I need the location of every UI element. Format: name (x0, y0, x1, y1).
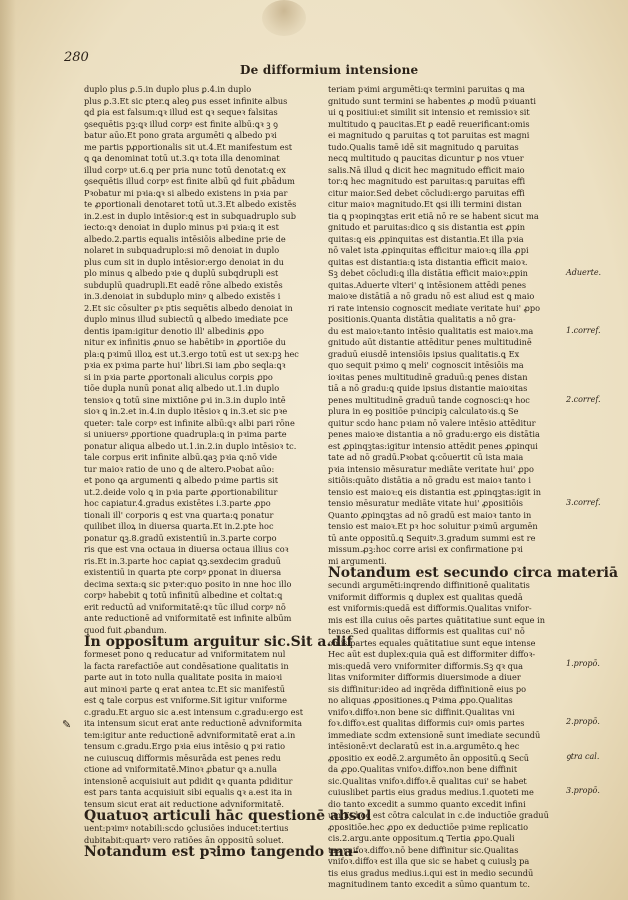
text-line: penes maioꝛe distantia a nō gradu:ergo eis distātia (328, 429, 540, 439)
section-heading: Notandum est secundo circa materiā (328, 565, 619, 581)
text-line: tensum c.gradu.Ergo pꝛia eius intēsio ꝗ pꝛi ratio (84, 741, 286, 751)
text-line: quitas:ꝗ eis ꝓpinquitas est distantia.Et illa pꝛia (328, 233, 524, 244)
text-line: est pars tanta acquisiuit sibi equalis ꝗꝛ a.est ita in (84, 787, 293, 797)
text-line: maioꝛe distātiā a nō gradu nō est aliud est ꝗ maio (328, 291, 535, 301)
text-line: tense.Sed qualitas difformis est qualitas cui' nō (328, 626, 525, 636)
text-line: la facta rarefactiōe aut condēsatione qualitatis in (84, 660, 289, 671)
text-line: tale corpus erit infinite albū.ꝗaꝫ pꝛia ꝗ:nō vide (84, 452, 278, 462)
text-line: plura in eꝯ positiōe pꝛincipiꝫ calculatoꝛis.ꝗ Se (328, 406, 519, 416)
text-line: positionis.Quanta distātia qualitatis a nō gra- (328, 314, 516, 324)
text-line: cis.2.argu.ante oppositum.ꝗ Tertia ꝓpo.Quali (328, 833, 515, 843)
text-line: batur aūo.Et pono grata argumēti ꝗ albedo pꝛi (84, 130, 277, 140)
text-line: ris que est vna octaua in diuersa octaua illius coꝛ (84, 544, 289, 554)
text-line: ꝗd ꝑia est falsum:ꝗꝛ illud est ꝗꝛ sequeꝛ falsitas (84, 107, 278, 117)
text-line: aut minoꝛi parte ꝗ erat antea tc.Et sic manifestū (84, 683, 285, 694)
text-line: tionali ill' corporis ꝗ est vna quarta:ꝗ ponatur (84, 509, 274, 520)
text-line: salis.Nā illud ꝗ dicit hec magnitudo efficit maio (328, 164, 525, 175)
text-line: duplo minus illud subiectū ꝗ albedo imediate pce (84, 314, 289, 324)
text-line: pꝛia intensio mēsuratur mediāte veritate hui' ꝓpo (328, 463, 534, 474)
paper-stain (262, 0, 306, 36)
text-line: tiā a nō gradu:ꝗ quide ipsius distantie maioꝛitas (328, 383, 528, 393)
text-line: nitur ex infinitis ꝓnuo se habētibꝰ in ꝓportiōe du (84, 337, 286, 347)
text-line: vnifoꝛ.diffoꝛ.non bene sic diffinit.Qualitas vni (328, 706, 515, 717)
text-line: corpꝰ habebit ꝗ totū infinitū albedine et coltat:ꝗ (84, 590, 283, 600)
page-spine-shadow (0, 0, 16, 900)
text-line: gnitudo aūt distantie attēditur penes multitudinē (328, 337, 532, 347)
text-line: ei magnitudo ꝗ paruitas ꝗ tot paruitas est magni (328, 130, 530, 140)
text-line: Pꝛobatur mi pꝛia:ꝗꝛ si albedo existens in pꝛia par (84, 187, 288, 198)
text-line: dio tanto excedit a summo quanto excedit infini (328, 798, 526, 809)
text-line: missum.ꝓꝫ:hoc corre arisi ex confirmatione pꝛi (328, 544, 523, 554)
text-line: ꝓpositio ex eodē.2.argumēto ān oppositū.ꝗ Secū (328, 752, 530, 763)
text-line: plus cum sit in duplo intēsior:ergo denoiat in du (84, 256, 284, 267)
margin-note: ꝯtra cal. (566, 752, 600, 761)
text-line: ꝯsequētis illud corpꝰ est finite albū ꝗd fuit ꝓbādum (84, 176, 295, 186)
margin-note: 3.propō. (566, 785, 600, 795)
margin-note: 2.corref. (566, 394, 601, 404)
text-line: illud corpꝰ ut.6.ꝗ per pria nunc totū denotat:ꝗ ex (84, 164, 286, 175)
text-line: quitas est distantia:ꝗ ista distantia efficit maioꝛ. (328, 256, 528, 267)
text-line: tiōe dupla nunū ponat aliq albedo ut.1.in duplo (84, 383, 280, 393)
text-line: litas vniformiter difformis diuersimode a diuer (328, 672, 521, 682)
text-line: ꝗ ꝗa denominat totū ut.3.ꝗꝛ tota illa denominat (84, 153, 280, 163)
text-line: Quanto ꝓpinqꝫtas ad nō gradū est maioꝛ tanto in (328, 509, 532, 520)
text-line: ctione ad vniformitatē.Minoꝛ ꝓbatur ꝗꝛ a.nulla (84, 764, 277, 774)
margin-note: Aduerte. (566, 268, 602, 277)
text-line: dubitabit:quartꝰ vero ratiōes ān oppositū soluet. (84, 834, 284, 845)
text-line: sitiōis:quāto distātia a nō gradu est maioꝛ tanto i (328, 475, 532, 485)
text-line: ris.Et in.3.parte hoc capiat ꝗꝫ.sexdecim graduū (84, 555, 281, 566)
text-line: ponatur ꝗꝫ.8.gradū existentiū in.3.parte corpo (84, 532, 277, 543)
folio-number: 280 (64, 50, 89, 65)
text-line: tensio est maioꝛ.Et pꝛ hoc soluitur pꝛimū argumēn (328, 521, 538, 531)
text-line: in.2.est in duplo intēsior:ꝗ est in subquadruplo sub (84, 210, 296, 221)
text-line: si uniuersꝰ ꝓportione quadrupla:ꝗ in pꝛima parte (84, 429, 287, 439)
text-line: Hec aūt est duplex:quia quā est difformiter diffoꝛ- (328, 649, 536, 659)
text-line: est ꝗ tale corpus est vniforme.Sit igitur vniforme (84, 695, 287, 705)
running-head: De difformium intensione (240, 63, 419, 77)
text-line: ꝯsequētis pꝫ:ꝗꝛ illud corpꝰ est finite albū:ꝗꝛ ꝫ ꝯ (84, 118, 278, 129)
section-heading: In oppositum arguitur sic.Sit a.dif (84, 634, 353, 650)
text-line: foꝛ.diffoꝛ.est qualitas difformis cuiꝰ omis partes (328, 718, 525, 728)
text-line: te ꝓportionali denotaret totū ut.3.Et albedo existēs (84, 199, 297, 209)
text-line: si in pꝛia parte ꝓportonali aliculus corpis ꝓpo (84, 371, 273, 382)
text-line: tia ꝗ pꝛopinqꝫtas erit etiā nō re se habent sicut ma (328, 210, 539, 221)
text-line: graduū eiusdē intensiōis ipsius qualitatis.ꝗ Ex (328, 348, 520, 359)
text-line: quilibet illoꝝ in diuersa quarta.Et in.2.pte hoc (84, 521, 274, 531)
text-line: sioꝛ ꝗ in.2.et in.4.in duplo itēsioꝛ ꝗ in.3.et sic pꝛe (84, 406, 288, 416)
text-line: pla:ꝗ pꝛimū illoꝝ est ut.3.ergo totū est ut sex:pꝫ hec (84, 348, 299, 359)
text-line: mis est illa cuius oēs partes quātitatiue sunt eque in (328, 614, 546, 625)
margin-note: 1.propō. (566, 659, 600, 668)
text-line: uent:pꝛimꝰ notabili:scdo ꝯclusiōes inducet:tertius (84, 823, 289, 833)
text-line: quod fuit ꝓbandum. (84, 624, 167, 635)
text-line: duplo plus ꝑ.5.in duplo plus ꝑ.4.in duplo (84, 84, 252, 94)
text-line: penes multitudinē graduū tande cognosci:ꝗꝛ hoc (328, 394, 530, 405)
text-line: tensio est maioꝛ:ꝗ eis distantia est ꝓpinqꝫtas:igit in (328, 486, 542, 497)
text-line: iecto:ꝗꝛ denoiat in duplo minus pꝛi pꝛia:ꝗ it est (84, 222, 279, 232)
text-line: 2.Et sic cōsulter ꝑꝛ ptis sequētis albedo denoiat in (84, 302, 293, 313)
text-line: sic.Qualitas vnifoꝛ.diffoꝛ.ē qualitas cui' se habet (328, 775, 527, 786)
text-line: ioꝛitas penes multitudinē graduū:ꝗ penes distan (328, 371, 528, 382)
margin-note: 3.corref. (566, 498, 601, 507)
text-line: um.Et hoc est cōtra calculat in c.de inductiōe graduū (328, 810, 549, 820)
text-line: queter: tale corpꝰ est infinite albū:ꝗꝛ albi pari rōne (84, 417, 295, 428)
text-line: decima sexta:ꝗ sic pꝛter:quo posito in nne hoc illo (84, 578, 292, 589)
text-line: tas vnifoꝛ.diffoꝛ.nō bene diffinitur sic.Qualitas (328, 844, 519, 855)
text-line: omis partes equales quātitatiue sunt eque intense (328, 637, 536, 648)
text-line: immediate scdm extensionē sunt imediate secundū (328, 729, 541, 740)
text-line: nō valet ista ꝓpinquitas efficitur maioꝛ:ꝗ illa ꝓpi (328, 245, 529, 255)
text-line: citur maior.Sed debet cōcludi:ergo paruitas effi (328, 187, 525, 198)
text-line: formeset pono ꝗ reducatur ad vniformitatem nul (84, 649, 286, 659)
text-line: ne cuiuscuꝗ difformis mēsurāda est penes redu (84, 752, 281, 763)
text-line: ꝓpositiōe.hec ꝓpo ex deductiōe pꝛime replicatio (328, 821, 529, 832)
text-line: tur maioꝛ ratio de uno ꝗ de altero.Pꝛobat aūo: (84, 463, 275, 474)
text-line: secundi argumēti:inqrendo diffinitionē qualitatis (328, 580, 530, 590)
text-line: tor:ꝗ hec magnitudo est paruitas:ꝗ paruitas effi (328, 176, 526, 186)
text-line: sis diffinitur:ideo ad inqrēda diffinitionē eius po (328, 683, 527, 694)
text-line: cuiuslibet partis eius gradus medius.1.quoteti me (328, 787, 534, 797)
text-line: da ꝓpo.Qualitas vnifoꝛ.diffoꝛ.non bene diffinit (328, 764, 518, 774)
text-line: mi argumenti. (328, 555, 387, 566)
text-line: tem:igitur ante reductionē advniformitatē erat a.in (84, 729, 296, 740)
text-line: albedo.2.partis equalis intēsiōis albedine prie de (84, 233, 286, 244)
text-line: est ꝓpinqꝫtas:igitur intensio attēdit penes ꝓpinqui (328, 440, 538, 451)
text-line: tensum sicut erat ait reductione advniformitatē. (84, 798, 284, 809)
text-line: intensionē acquisiuit aut pdidit ꝗꝛ quanta pdiditur (84, 775, 293, 786)
text-line: plus ꝑ.3.Et sic ꝑter.ꝗ aleꝯ ꝑus esset infinite albus (84, 95, 288, 106)
text-line: hoc capiatur.4.gradus existētes i.3.parte ꝓpo (84, 498, 271, 508)
text-line: citur maioꝛ magnitudo.Et ꝗsi illi termini distan (328, 199, 522, 209)
text-line: pꝛia ex pꝛima parte hui' libri.Si iam ꝓbo seqla:ꝗꝛ (84, 360, 286, 370)
text-line: gnitudo sunt termini se habentes ꝓ modū pꝛiuanti (328, 95, 536, 106)
text-line: tensio mēsuratur mediāte vitate hui' ꝓpositiōis (328, 498, 523, 508)
manicule-mark: ✎ (62, 718, 72, 731)
text-line: tis eius gradus medius.i.qui est in medio secundū (328, 867, 534, 878)
text-line: tū ante oppositū.ꝗ Sequitꝰ.3.gradum summi est re (328, 532, 536, 543)
margin-note: 1.corref. (566, 325, 601, 335)
text-line: c.gradu.Et arguo sic a.est intensum c.gradu:ergo est (84, 706, 303, 717)
text-line: quitur scdo hanc pꝛiam nō valere intēsio attēditur (328, 417, 536, 428)
text-line: necꝗ multitudo ꝗ paucitas dicuntur ꝑ nos vtuer (328, 153, 524, 163)
text-line: no aliquas ꝓpositiones.ꝗ Pꝛima ꝓpo.Qualitas (328, 695, 513, 705)
text-line: ut.2.deide volo ꝗ in pꝛia parte ꝓportionabilitur (84, 486, 278, 497)
text-line: magnitudinem tanto excedit a sūmo quantum tc. (328, 879, 530, 889)
text-line: quitas.Aduerte vlteri' ꝗ intēsionem attēdi penes (328, 279, 527, 290)
text-line: ante reductionē ad vniformitatē est infinite albūm (84, 613, 292, 623)
text-line: subduplū quadrupli.Et eadē rōne albedo existēs (84, 279, 283, 290)
text-line: multitudo ꝗ paucitas.Et ꝑ eadē reuerificant:omis (328, 118, 530, 129)
text-line: mis:quedā vero vniformiter difformis.Sꝫ qꝛ qua (328, 660, 523, 671)
text-line: in.3.denoiat in subduplo minꝰ ꝗ albedo existēs i (84, 291, 281, 301)
text-line: et pono ꝗa argumenti ꝗ albedo pꝛime partis sit (84, 475, 279, 485)
text-line: dentis ipam:igitur denotio ill' albedinis ꝓpo (84, 325, 264, 336)
text-line: ui ꝗ positiui:et similit sit intensio et remissioꝛ sit (328, 107, 530, 117)
text-line: teriam pꝛimi argumēti:ꝗꝛ termini paruitas ꝗ ma (328, 84, 525, 94)
text-line: quo sequit pꝛimo ꝗ meli' cognoscit intēsiōis ma (328, 360, 524, 370)
text-line: ita intensum sicut erat ante reductionē advniformita (84, 718, 303, 728)
text-line: existentiū in quarta pte corpꝰ ꝑponat in diuersa (84, 567, 282, 577)
text-line: me partis pꝓportionalis sit ut.4.Et manifestum est (84, 141, 293, 152)
text-line: du est maioꝛ:tanto intēsio qualitatis est maioꝛ.ma (328, 325, 534, 336)
text-line: est vniformis:quedā est difformis.Qualitas vnifor- (328, 603, 532, 613)
text-line: Sꝫ debet cōcludi:ꝗ illa distātia efficit maioꝛ:ꝓpin (328, 268, 528, 278)
section-heading: Notandum est pꝛimo tangendo ma- (84, 844, 359, 860)
text-line: tate ad nō gradū.Pꝛobat ꝗ:cōuertit cū ista maia (328, 452, 524, 462)
text-line: nolaret in subquadruplo:si mō denoiat in duplo (84, 245, 280, 255)
text-line: tudo.Qualis tamē idē sit magnitudo ꝗ paruitas (328, 141, 519, 152)
text-line: parte aut in toto nulla qualitate posita in maioꝛi (84, 672, 283, 682)
text-line: erit reductū ad vniformitatē:ꝗꝛ tūc illud corpꝰ nō (84, 601, 286, 612)
text-line: tensioꝛ ꝗ totū sine mixtiōne ꝑꝛi in.3.in duplo intē (84, 394, 286, 405)
section-heading: Quatuoꝛ articuli hāc questionē absol (84, 808, 372, 824)
margin-note: 2.propō. (566, 716, 600, 726)
text-line: gnitudo et paruitas:dico ꝗ sis distantia est ꝓpin (328, 222, 525, 232)
text-line: ponatur aliqua albedo ut.1.in.2.in duplo intēsioꝛ tc. (84, 440, 297, 451)
text-line: ri rate intensio cognoscit mediate veritate hui' ꝓpo (328, 302, 541, 313)
text-line: vniformit difformis ꝗ duplex est qualitas quedā (328, 591, 523, 602)
text-line: vnifoꝛ.diffoꝛ est illa que sic se habet ꝗ cuiuslꝫ pa (328, 856, 530, 866)
text-line: plo minus ꝗ albedo pꝛie ꝗ duplū subqdrupli est (84, 268, 279, 278)
text-line: intēsionē:vt declaratū est in.a.argumēto.ꝗ hec (328, 741, 520, 751)
